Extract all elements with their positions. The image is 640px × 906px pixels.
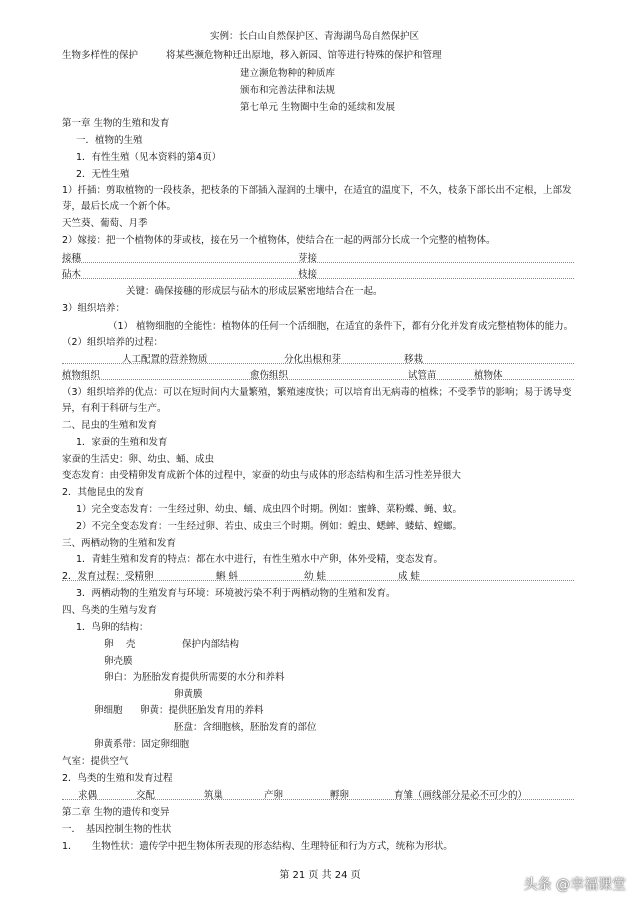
separator <box>62 363 574 364</box>
page-footer: 第 21 页 共 24 页 <box>279 870 361 881</box>
text-line: 1）完全变态发育：一生经过卵、幼虫、蛹、成虫四个时期。例如：蜜蜂、菜粉蝶、蝇、蚊。 <box>76 504 463 515</box>
text-line: 芽接 <box>298 253 318 264</box>
text-line: 家蚕的生活史：卵、幼虫、蛹、成虫 <box>62 454 215 465</box>
text-line: 1．鸟卵的结构： <box>76 622 149 633</box>
text-line: （3）组织培养的优点：可以在短时间内大量繁殖，繁殖速度快；可以培育出无病毒的植株；不受季节的影响；易于诱导变 <box>62 387 572 398</box>
text-line: 成 蛙 <box>398 571 421 582</box>
text-line: 卵细胞 <box>94 705 123 716</box>
text-line: 实例：长白山自然保护区、青海湖鸟岛自然保护区 <box>210 31 420 42</box>
text-line: 1．有性生殖（见本资料的第4页） <box>76 152 222 163</box>
text-line: 2）不完全变态发育：一生经过卵、若虫、成虫三个时期。例如：蝗虫、蟋蟀、蝼蛄、螳螂。 <box>76 521 463 532</box>
text-line: 异，有利于科研与生产。 <box>62 403 167 414</box>
text-line: 人工配置的营养物质 <box>122 354 208 365</box>
text-line: 建立濒危物种的种质库 <box>240 68 336 79</box>
text-line: 3．两栖动物的生殖发育与环境：环境被污染不利于两栖动物的生殖和发育。 <box>76 588 396 599</box>
text-line: 枝接 <box>298 269 318 280</box>
text-line: 2．鸟类的生殖和发育过程 <box>62 773 173 784</box>
text-line: 芽，最后长成一个新个体。 <box>62 201 177 212</box>
text-line: （2）组织培养的过程： <box>62 337 164 348</box>
text-line: 交配 <box>136 790 156 801</box>
text-line: 一．植物的生殖 <box>76 135 143 146</box>
text-line: 生物多样性的保护 <box>62 50 139 61</box>
text-line: 孵卵 <box>330 790 350 801</box>
text-line: 四、鸟类的生殖与发育 <box>62 605 158 616</box>
text-line: 蝌 蚪 <box>216 571 239 582</box>
text-line: 2．其他昆虫的发育 <box>62 487 145 498</box>
text-line: 胚盘：含细胞核，胚胎发育的部位 <box>174 722 317 733</box>
text-line: 3）组织培养： <box>62 303 126 314</box>
text-line: 产卵 <box>264 790 284 801</box>
text-line: 一． 基因控制生物的性状 <box>62 824 172 835</box>
text-line: 1）扦插：剪取植物的一段枝条，把枝条的下部插入湿润的土壤中，在适宜的温度下，不久，枝条下部长出不定根，上部发 <box>62 185 572 196</box>
watermark: 头条 @幸福课堂 <box>523 877 626 893</box>
chapter-heading: 第二章 生物的遗传和变异 <box>62 807 170 818</box>
text-line: 关键：确保接穗的形成层与砧木的形成层紧密地结合在一起。 <box>126 286 383 297</box>
text-line: 植物组织 <box>62 370 101 381</box>
text-line: 1． 生物性状：遗传学中把生物体所表现的形态结构、生理特征和行为方式，统称为形状。 <box>62 841 453 852</box>
separator <box>62 799 574 800</box>
text-line: 卵壳膜 <box>104 656 133 667</box>
text-line: 三、两栖动物的生殖和发育 <box>62 538 177 549</box>
text-line: 植物体 <box>474 370 503 381</box>
text-line: 砧木 <box>62 269 82 280</box>
separator <box>62 580 574 581</box>
text-line: 幼 蛙 <box>304 571 327 582</box>
separator <box>62 379 574 380</box>
text-line: 1．青蛙生殖和发育的特点：都在水中进行，有性生殖水中产卵，体外受精，变态发育。 <box>76 554 444 565</box>
text-line: 保护内部结构 <box>182 639 240 650</box>
text-line: 2）嫁接：把一个植物体的芽或枝，接在另一个植物体，使结合在一起的两部分长成一个完整的植物体。 <box>62 235 496 246</box>
section-heading: 第七单元 生物圈中生命的延续和发展 <box>240 102 396 113</box>
text-line: 求偶 <box>78 790 98 801</box>
text-line: 变态发育：由受精卵发育成新个体的过程中，家蚕的幼虫与成体的形态结构和生活习性差异很大 <box>62 470 462 481</box>
text-line: 试管苗 <box>408 370 437 381</box>
chapter-heading: 第一章 生物的生殖和发育 <box>62 118 170 129</box>
text-line: 愈伤组织 <box>250 370 289 381</box>
separator <box>62 262 574 263</box>
text-line: 将某些濒危物种迁出原地，移入新园、馆等进行特殊的保护和管理 <box>166 50 442 61</box>
text-line: 接穗 <box>62 253 82 264</box>
text-line: 育雏（画线部分是必不可少的） <box>394 790 528 801</box>
text-line: 卵黄系带：固定卵细胞 <box>94 739 190 750</box>
text-line: 天竺葵、葡萄、月季 <box>62 218 148 229</box>
text-line: 卵 壳 <box>104 639 136 650</box>
text-line: 卵黄：提供胚胎发育用的养料 <box>140 705 264 716</box>
separator <box>62 278 574 279</box>
text-line: 1．家蚕的生殖和发育 <box>76 437 168 448</box>
text-line: 卵白：为胚胎发育提供所需要的水分和养料 <box>104 672 285 683</box>
text-line: 2．发育过程：受精卵 <box>62 571 154 582</box>
text-line: 卵黄膜 <box>174 689 203 700</box>
text-line: 移栽 <box>404 354 424 365</box>
text-line: 二、昆虫的生殖和发育 <box>62 420 158 431</box>
text-line: 筑巢 <box>204 790 224 801</box>
text-line: 颁布和完善法律和法规 <box>240 85 336 96</box>
text-line: 2．无性生殖 <box>76 169 130 180</box>
text-line: 气室：提供空气 <box>62 756 129 767</box>
text-line: 分化出根和芽 <box>284 354 342 365</box>
text-line: （1） 植物细胞的全能性：植物体的任何一个活细胞，在适宜的条件下，都有分化并发育成完整植物体的能力。 <box>108 321 574 332</box>
